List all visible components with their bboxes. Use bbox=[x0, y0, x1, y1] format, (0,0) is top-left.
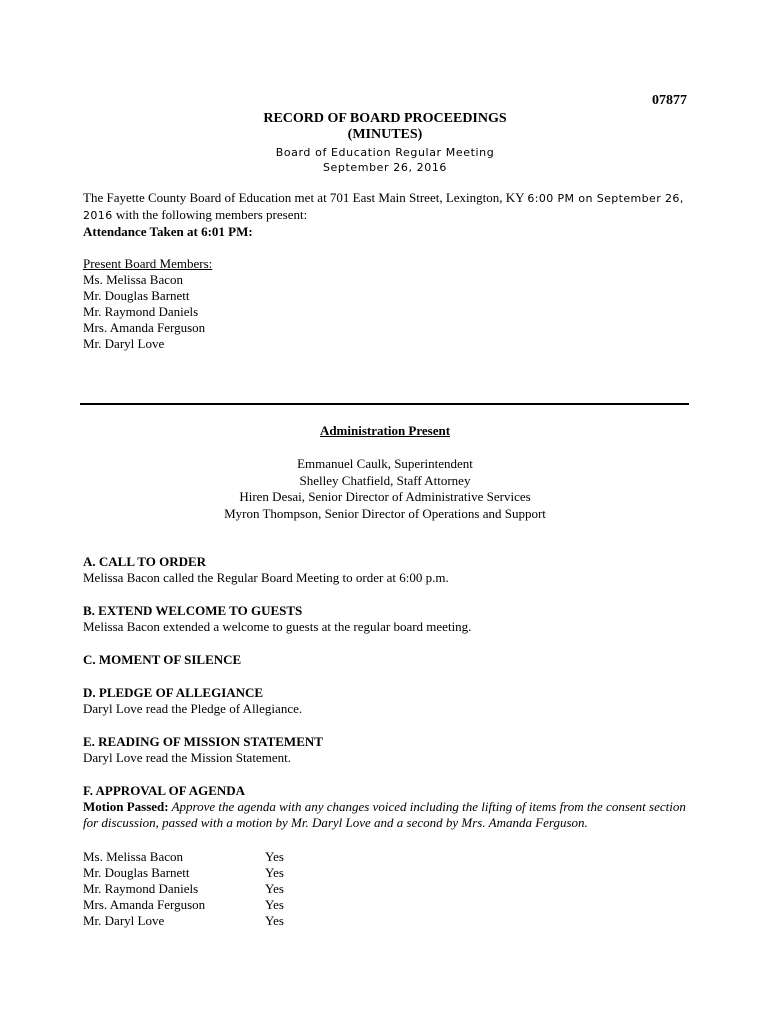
administration-staff: Myron Thompson, Senior Director of Operations and Support bbox=[224, 505, 546, 521]
board-member: Mrs. Amanda Ferguson bbox=[83, 320, 206, 335]
board-member: Ms. Melissa Bacon bbox=[83, 272, 184, 287]
administration-section bbox=[0, 423, 770, 522]
intro-text-location: The Fayette County Board of Education met at 701 East Main Street, Lexington, KY bbox=[83, 190, 528, 205]
meeting-type: Board of Education Regular Meeting bbox=[275, 146, 495, 159]
section-heading: A. CALL TO ORDER bbox=[83, 554, 207, 569]
vote-row bbox=[83, 881, 383, 897]
vote-value: Yes bbox=[265, 849, 284, 864]
vote-row bbox=[83, 849, 383, 865]
section-heading: B. EXTEND WELCOME TO GUESTS bbox=[83, 603, 303, 618]
document-number: 07877 bbox=[652, 93, 687, 108]
vote-value: Yes bbox=[265, 865, 284, 880]
section-heading: E. READING OF MISSION STATEMENT bbox=[83, 734, 323, 749]
board-member: Mr. Raymond Daniels bbox=[83, 304, 199, 319]
section-welcome-guests bbox=[83, 603, 693, 635]
section-heading: C. MOMENT OF SILENCE bbox=[83, 652, 242, 667]
section-divider bbox=[80, 403, 689, 405]
administration-heading: Administration Present bbox=[319, 423, 451, 438]
administration-staff: Shelley Chatfield, Staff Attorney bbox=[299, 472, 471, 488]
intro-text-datetime: 6:00 PM on September 26, 2016 bbox=[83, 192, 684, 222]
administration-staff: Hiren Desai, Senior Director of Administrative Services bbox=[239, 489, 531, 504]
motion-text bbox=[83, 799, 693, 831]
vote-value: Yes bbox=[265, 881, 284, 896]
section-heading: F. APPROVAL OF AGENDA bbox=[83, 783, 246, 798]
vote-row bbox=[83, 913, 383, 929]
voter-name: Ms. Melissa Bacon bbox=[83, 849, 184, 864]
section-body: Daryl Love read the Mission Statement. bbox=[83, 750, 291, 765]
meeting-date: September 26, 2016 bbox=[322, 161, 448, 174]
vote-value: Yes bbox=[265, 897, 284, 912]
vote-row bbox=[83, 865, 383, 881]
motion-label: Motion Passed: bbox=[83, 799, 169, 814]
voter-name: Mrs. Amanda Ferguson bbox=[83, 897, 206, 912]
voter-name: Mr. Douglas Barnett bbox=[83, 865, 190, 880]
section-mission-statement bbox=[83, 734, 693, 766]
voter-name: Mr. Daryl Love bbox=[83, 913, 165, 928]
document-title: RECORD OF BOARD PROCEEDINGS bbox=[263, 111, 507, 126]
section-moment-of-silence bbox=[83, 652, 693, 668]
board-members-heading: Present Board Members: bbox=[83, 256, 213, 271]
board-member: Mr. Douglas Barnett bbox=[83, 288, 190, 303]
attendance-line: Attendance Taken at 6:01 PM: bbox=[83, 224, 253, 239]
section-body: Daryl Love read the Pledge of Allegiance. bbox=[83, 701, 303, 716]
motion-description: Approve the agenda with any changes voiced including the lifting of items from the consent section for discussion, passed with a motion by Mr. Daryl Love and a second by Mrs. Amanda Ferguson. bbox=[83, 799, 686, 830]
section-body: Melissa Bacon called the Regular Board Meeting to order at 6:00 p.m. bbox=[83, 570, 449, 585]
section-call-to-order bbox=[83, 554, 693, 586]
intro-text-members: with the following members present: bbox=[112, 207, 308, 222]
section-body: Melissa Bacon extended a welcome to guests at the regular board meeting. bbox=[83, 619, 472, 634]
board-members-list bbox=[83, 256, 483, 352]
vote-row bbox=[83, 897, 383, 913]
section-approval-of-agenda bbox=[83, 783, 693, 831]
document-title-minutes: (MINUTES) bbox=[347, 127, 423, 142]
board-member: Mr. Daryl Love bbox=[83, 336, 165, 351]
section-heading: D. PLEDGE OF ALLEGIANCE bbox=[83, 685, 264, 700]
intro-paragraph bbox=[83, 190, 693, 240]
vote-value: Yes bbox=[265, 913, 284, 928]
section-pledge bbox=[83, 685, 693, 717]
administration-staff: Emmanuel Caulk, Superintendent bbox=[297, 456, 473, 471]
voter-name: Mr. Raymond Daniels bbox=[83, 881, 199, 896]
vote-tally bbox=[83, 849, 383, 929]
